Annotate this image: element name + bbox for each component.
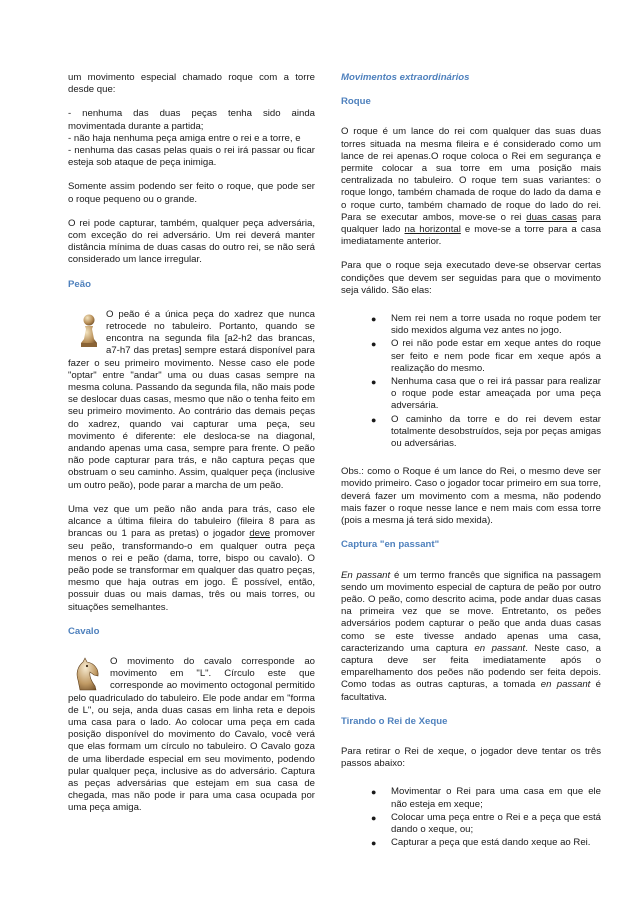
en-passant-term-3: en passant (540, 679, 591, 691)
bullet-icon: ● (371, 339, 377, 350)
bullet-icon: ● (371, 414, 377, 425)
knight-icon (68, 656, 104, 692)
condition-2: - não haja nenhuma peça amiga entre o rei e a torre, e (68, 132, 301, 144)
roque-paragraph-2: Para que o roque seja executado deve-se observar certas condições que devem ser seguidas para que o movimento seja válido. São elas: (341, 260, 601, 296)
right-column (341, 72, 601, 861)
condition-1: - nenhuma das duas peças tenha sido ainda movimentada durante a partida; (68, 108, 315, 132)
list-item: ● Capturar a peça que está dando xeque ao Rei. (371, 837, 591, 849)
peao-paragraph-2 (68, 504, 315, 614)
heading-movimentos-extraordinarios: Movimentos extraordinários (341, 72, 470, 83)
heading-tirando-rei-de-xeque: Tirando o Rei de Xeque (341, 715, 448, 727)
list-item: ● Colocar uma peça entre o Rei e a peça que está dando o xeque, ou; (371, 811, 601, 835)
roque-intro-text: um movimento especial chamado roque com a torre desde que: (68, 72, 315, 96)
peao-text-2a: Uma vez que um peão não anda para trás, caso ele alcance a última fileira do tabuleiro (fileira 8 para as brancas ou 1 para as pretas) o jogador (68, 503, 315, 540)
bullet-icon: ● (371, 377, 377, 388)
roque-text-1c: e move-se a torre para a casa imediatamente anterior. (341, 224, 601, 248)
roque-conditions (68, 108, 315, 169)
cavalo-paragraph (68, 656, 315, 815)
roque-small-big-text: Somente assim podendo ser feito o roque, que pode ser o roque pequeno ou o grande. (68, 181, 315, 205)
list-item: ● Nem rei nem a torre usada no roque podem ter sido mexidos alguma vez antes no jogo. (371, 313, 601, 337)
roque-obs: Obs.: como o Roque é um lance do Rei, o mesmo deve ser movido primeiro. Caso o jogador tocar primeiro em sua torre, deverá fazer um movimento com a mesma, não podendo mais fazer o roque nesse lance e nem mais com essa torre (pois a mesma já terá sido mexida). (341, 466, 601, 527)
en-passant-text-b: . Neste caso, a captura deve ser feita imediatamente após o emparelhamento dos peões não podendo ser feita depois. Como todas as outras capturas, a tomada (341, 642, 601, 691)
condition-3: - nenhuma das casas pelas quais o rei irá passar ou ficar esteja sob ataque de peça inimiga. (68, 145, 315, 169)
heading-peao: Peão (68, 278, 91, 290)
en-passant-text-c: é facultativa. (341, 679, 601, 703)
list-item: ● Movimentar o Rei para uma casa em que ele não esteja em xeque; (371, 786, 601, 810)
left-column (68, 72, 315, 827)
peao-text-2-deve: deve (249, 528, 271, 540)
bullet-icon: ● (371, 314, 377, 325)
roque-text-duas-casas: duas casas (526, 211, 577, 223)
roque-paragraph-1 (341, 126, 601, 248)
peao-text-2b: promover seu peão, transformando-o em qualquer outra peça menos o rei e peão (dama, torre, bispo ou cavalo). O peão pode se transformar em qualquer das quatro peças, mesmo que haja outras em jogo. É possível, então, possuir duas ou mais damas, três ou mais torres, ou situações semelhantes. (68, 528, 315, 613)
peao-paragraph-1 (68, 309, 315, 492)
list-item: ● Nenhuma casa que o rei irá passar para realizar o roque pode estar ameaçada por uma peça adversária. (371, 376, 601, 412)
en-passant-paragraph (341, 570, 601, 704)
cavalo-text: O movimento do cavalo corresponde ao movimento em "L". Círculo este que corresponde ao movimento octogonal permitido pelo quadriculado do tabuleiro. Ele pode andar em "forma de L", ou seja, anda duas casas em linha reta e depois uma casa para o lado. Ao colocar uma peça em cada posição disponível do movimento do Cavalo, você verá que elas formam um círculo no tabuleiro. O Cavalo goza de uma liberdade especial em seu movimento, podendo pular qualquer peça, inclusive as do adversário. Captura as peças adversárias que estejam em sua casa de chegada, mas não pode ir para uma casa ocupada por uma peça amiga. (68, 655, 315, 814)
roque-text-1a: O roque é um lance do rei com qualquer das suas duas torres situada na mesma fileira e é considerado como um lance de rei apenas.O roque coloca o Rei em segurança e permite colocar a sua torre em uma posição mais centralizada no tabuleiro. O roque tem suas variantes: o roque longo, também chamada de roque do lado da dama e o roque curto, também chamado de roque do lado do rei. Para se executar ambos, move-se o rei (341, 126, 601, 223)
bullet-icon: ● (371, 838, 377, 849)
xeque-intro: Para retirar o Rei de xeque, o jogador deve tentar os três passos abaixo: (341, 745, 601, 770)
heading-roque: Roque (341, 96, 371, 108)
king-capture-text: O rei pode capturar, também, qualquer peça adversária, com exceção do rei adversário. Um rei deverá manter distância mínima de duas casas do outro rei, se não será considerado um lance irregular. (68, 217, 315, 266)
heading-cavalo: Cavalo (68, 625, 100, 637)
bullet-icon: ● (371, 787, 377, 798)
pawn-icon (78, 313, 100, 349)
en-passant-term-1: En passant (341, 569, 391, 581)
roque-conditions-list (341, 313, 601, 450)
peao-text-1: O peão é a única peça do xadrez que nunca retrocede no tabuleiro. Portanto, quando se encontra na segunda fila [a2-h2 das brancas, a7-h7 das pretas] sempre estará disponível para fazer o seu primeiro movimento. Nesse caso ele pode "optar" entre "andar" uma ou duas casas sempre na mesma coluna. Passando da segunda fila, não mais pode se deslocar duas casas, mesmo que não o tenha feito em seu primeiro movimento. Ao contrário das demais peças do xadrez, quando vai capturar uma peça, seu movimento é diferente: ele desloca-se na diagonal, andando apenas uma casa, sempre para frente. O peão não pode capturar para trás, e não captura peças que obstruam o seu caminho. Assim, qualquer peça (inclusive um outro peão), pode parar a marcha de um peão. (68, 308, 315, 491)
bullet-icon: ● (371, 812, 377, 823)
roque-text-horizontal: na horizontal (404, 224, 461, 236)
heading-en-passant: Captura "en passant" (341, 539, 440, 551)
list-item: ● O rei não pode estar em xeque antes do roque ser feito e nem pode ficar em xeque após a realização do mesmo. (371, 338, 601, 374)
xeque-steps-list (341, 786, 601, 849)
roque-text-1b: para qualquer lado (341, 211, 602, 236)
en-passant-text-a: é um termo francês que significa na passagem sendo um movimento especial de captura de peão por outro peão. O peão, como descrito acima, pode andar duas casas na primeira vez que se move. Entretanto, os peões adversários podem capturar o peão que anda duas casas como se este tivesse andado apenas uma casa, caracterizando uma captura (341, 569, 601, 654)
en-passant-term-2: en passant (474, 642, 526, 654)
list-item: ● O caminho da torre e do rei devem estar totalmente desobstruídos, seja por peças amigas ou adversárias. (371, 413, 601, 450)
